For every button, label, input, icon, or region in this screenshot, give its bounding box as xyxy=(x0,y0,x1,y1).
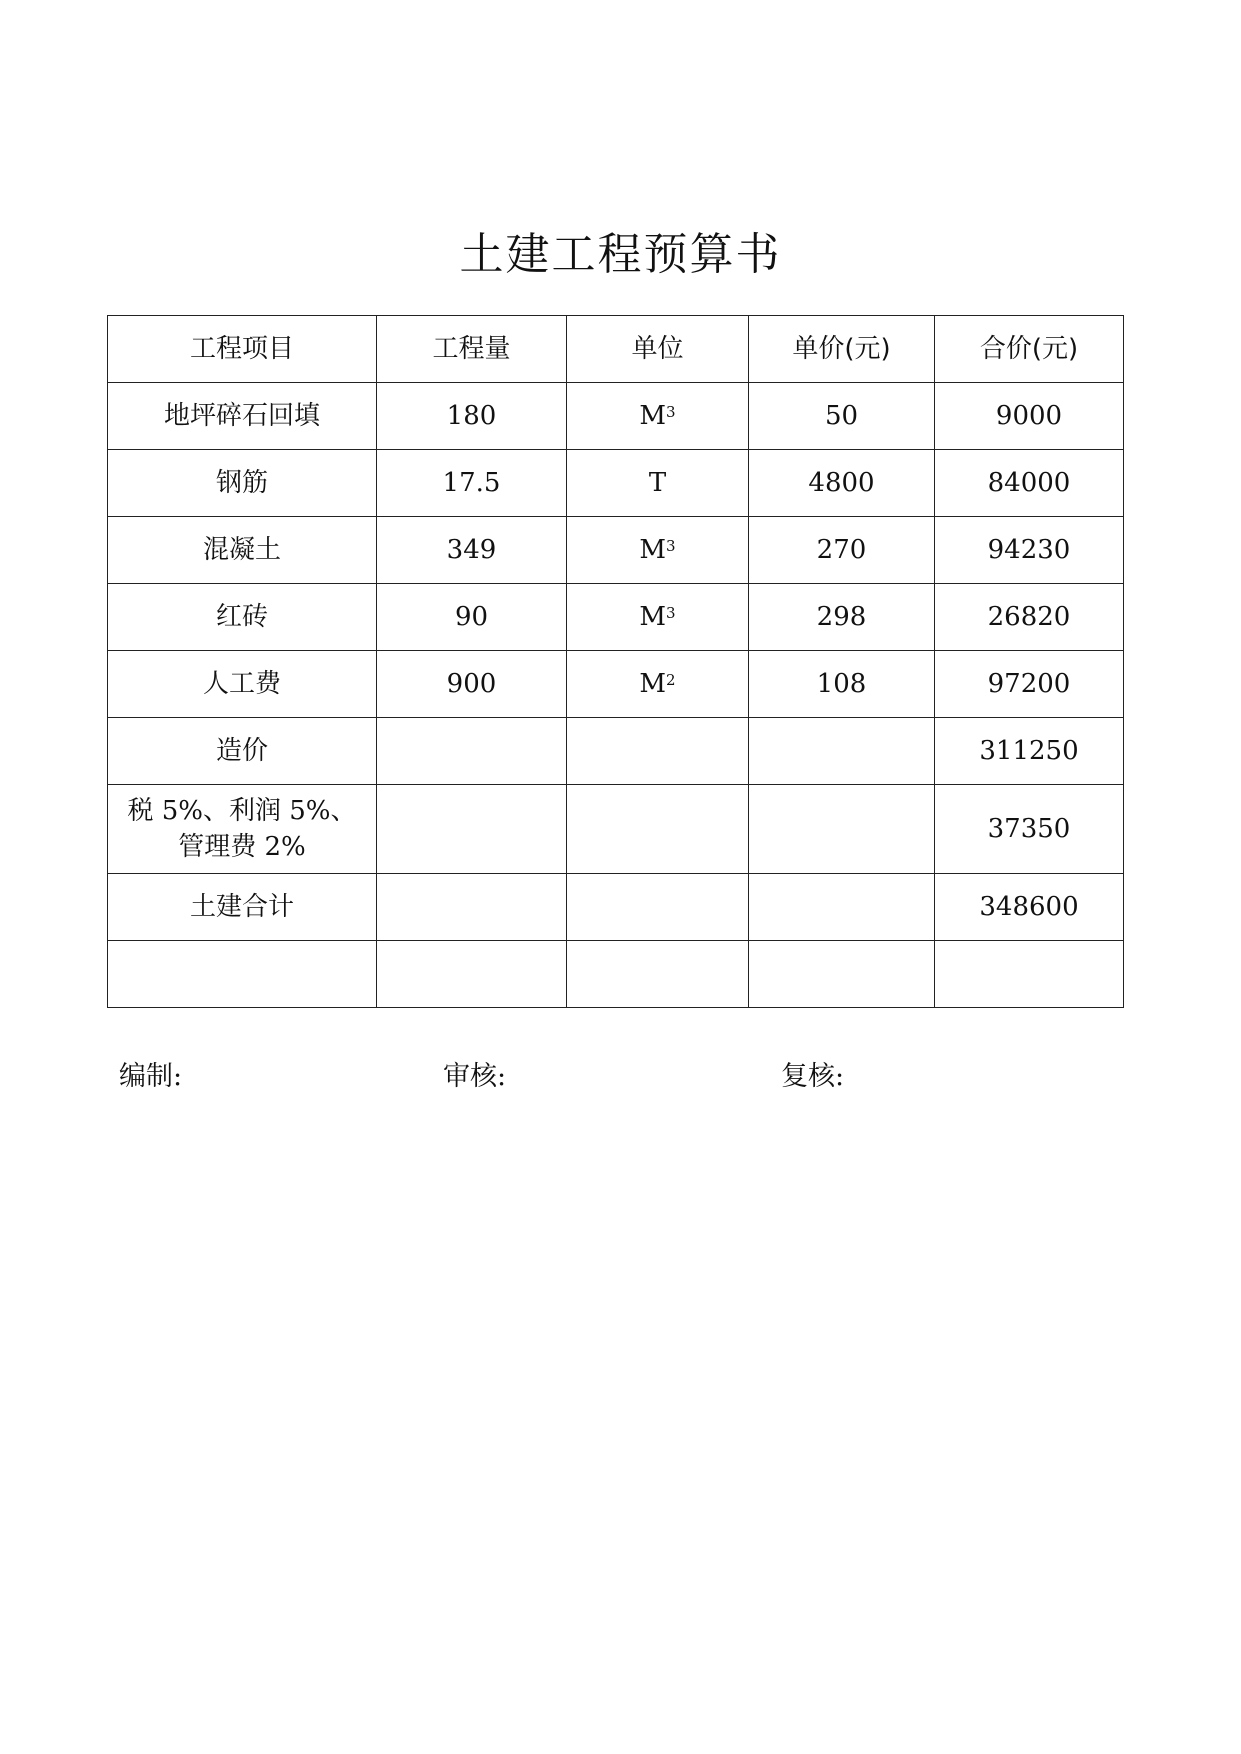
header-quantity: 工程量 xyxy=(377,316,567,383)
cell-quantity xyxy=(377,785,567,874)
cell-item-line: 管理费 2% xyxy=(178,832,306,862)
unit-text: M xyxy=(639,669,667,699)
cell-item xyxy=(108,941,377,1008)
cell-total-price: 26820 xyxy=(935,584,1124,651)
cell-total-price: 84000 xyxy=(935,450,1124,517)
table-row xyxy=(108,785,1124,874)
cell-unit xyxy=(567,785,749,874)
table-row xyxy=(108,874,1124,941)
cell-unit-price: 4800 xyxy=(749,450,935,517)
unit-text: M xyxy=(639,535,667,565)
cell-unit xyxy=(567,941,749,1008)
table-header-row xyxy=(108,316,1124,383)
cell-item: 混凝土 xyxy=(108,517,377,584)
cell-total-price: 94230 xyxy=(935,517,1124,584)
cell-total-price: 37350 xyxy=(935,785,1124,874)
cell-quantity: 349 xyxy=(377,517,567,584)
header-total-price: 合价(元) xyxy=(935,316,1124,383)
cell-total-price: 348600 xyxy=(935,874,1124,941)
cell-unit-price: 50 xyxy=(749,383,935,450)
cell-item xyxy=(108,785,377,874)
cell-unit xyxy=(567,584,749,651)
cell-unit xyxy=(567,874,749,941)
cell-unit-price xyxy=(749,785,935,874)
prepared-by-label: 编制: xyxy=(119,1061,183,1092)
cell-quantity: 900 xyxy=(377,651,567,718)
cell-unit-price: 298 xyxy=(749,584,935,651)
table-row xyxy=(108,517,1124,584)
header-unit-price: 单价(元) xyxy=(749,316,935,383)
cell-item: 造价 xyxy=(108,718,377,785)
header-item: 工程项目 xyxy=(108,316,377,383)
cell-unit xyxy=(567,450,749,517)
cell-item: 土建合计 xyxy=(108,874,377,941)
cell-unit-price: 270 xyxy=(749,517,935,584)
table-row xyxy=(108,383,1124,450)
unit-text: T xyxy=(648,468,667,498)
cell-unit xyxy=(567,651,749,718)
reviewed-by-label: 审核: xyxy=(443,1061,507,1092)
cell-total-price xyxy=(935,941,1124,1008)
table-row xyxy=(108,941,1124,1008)
cell-quantity: 90 xyxy=(377,584,567,651)
unit-exponent: 3 xyxy=(666,604,676,622)
cell-unit xyxy=(567,718,749,785)
document-title: 土建工程预算书 xyxy=(459,229,782,280)
cell-total-price: 97200 xyxy=(935,651,1124,718)
cell-unit-price xyxy=(749,874,935,941)
table-row xyxy=(108,584,1124,651)
cell-quantity: 180 xyxy=(377,383,567,450)
unit-text: M xyxy=(639,401,667,431)
cell-total-price: 9000 xyxy=(935,383,1124,450)
cell-quantity xyxy=(377,874,567,941)
cell-quantity: 17.5 xyxy=(377,450,567,517)
cell-item-line: 税 5%、利润 5%、 xyxy=(127,796,357,826)
cell-quantity xyxy=(377,941,567,1008)
cell-item: 红砖 xyxy=(108,584,377,651)
cell-unit xyxy=(567,517,749,584)
cell-unit xyxy=(567,383,749,450)
cell-item: 地坪碎石回填 xyxy=(108,383,377,450)
table-row xyxy=(108,718,1124,785)
cell-item: 钢筋 xyxy=(108,450,377,517)
cell-item: 人工费 xyxy=(108,651,377,718)
cell-total-price: 311250 xyxy=(935,718,1124,785)
cell-unit-price: 108 xyxy=(749,651,935,718)
unit-text: M xyxy=(639,602,667,632)
cell-unit-price xyxy=(749,718,935,785)
rechecked-by-label: 复核: xyxy=(781,1061,845,1092)
cell-unit-price xyxy=(749,941,935,1008)
table-row xyxy=(108,651,1124,718)
signature-row xyxy=(0,1054,1241,1094)
unit-exponent: 3 xyxy=(666,537,676,555)
unit-exponent: 2 xyxy=(666,671,676,689)
table-row xyxy=(108,450,1124,517)
cell-quantity xyxy=(377,718,567,785)
unit-exponent: 3 xyxy=(666,403,676,421)
budget-table xyxy=(107,315,1124,1008)
header-unit: 单位 xyxy=(567,316,749,383)
